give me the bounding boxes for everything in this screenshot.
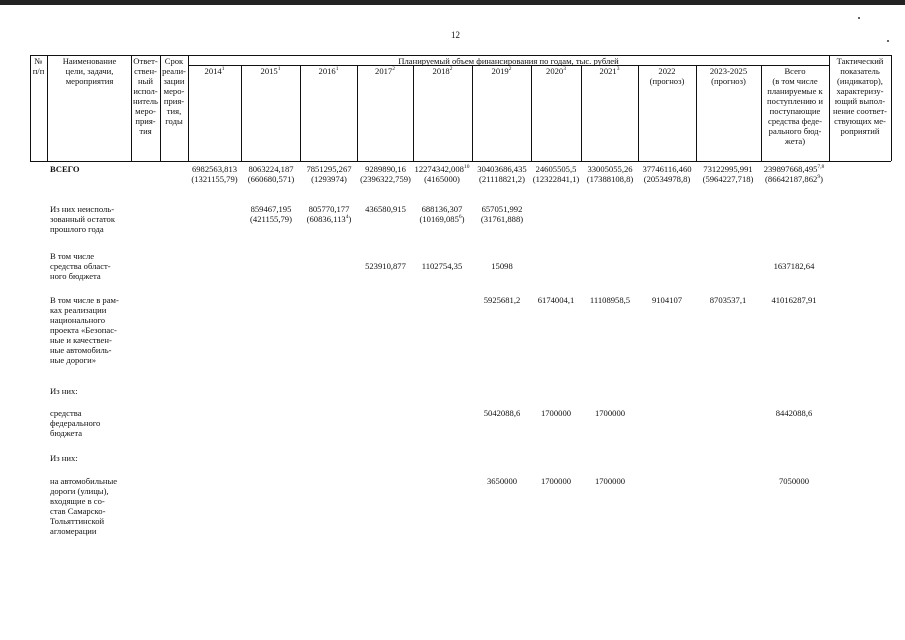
top-border xyxy=(0,0,905,5)
cell-unused-2015: 859467,195 (421155,79) xyxy=(250,204,292,224)
header-period: Срок реали- зации меро- прия- тия, годы xyxy=(162,56,186,126)
year-header-total: Всего (в том числе планируемые к поступлению и поступающие средства феде- рального бюд- жета) xyxy=(767,66,823,146)
cell-total-2021: 33005055,26 (17388108,8) xyxy=(586,164,634,184)
cell-regional-2019: 15098 xyxy=(491,261,513,271)
cell-unused-2019: 657051,992 (31761,888) xyxy=(480,204,524,224)
header-planned: Планируемый объем финансирования по годам, тыс. рублей xyxy=(398,56,619,66)
row-label-regional: В том числе средства област- ного бюджета xyxy=(50,251,111,281)
cell-total-2017: 9289890,16 (2396322,759) xyxy=(360,164,411,184)
cell-regional-2017: 523910,877 xyxy=(365,261,406,271)
header-responsible: Ответ- ствен- ный испол- нитель меро- прия- тия xyxy=(133,56,158,136)
cell-unused-2017: 436580,915 xyxy=(365,204,406,214)
cell-total-2015: 8063224,187 (660680,571) xyxy=(247,164,295,184)
year-header-2016: 2016$^1$ xyxy=(318,66,339,76)
cell-total-2014: 6982563,813 (1321155,79) xyxy=(191,164,238,184)
cell-federal-2019: 5042088,6 xyxy=(483,408,521,418)
header-indicator: Тактический показатель (индикатор), характеризу- ющий выпол- нение соответ- ствующих ме- роприятий xyxy=(832,56,888,136)
header-name: Наименование цели, задачи, мероприятия xyxy=(62,56,117,86)
row-label-unused: Из них неисполь- зованный остаток прошлого года xyxy=(50,204,116,234)
year-header-2023-2025: 2023-2025 (прогноз) xyxy=(709,66,748,86)
cell-regional-2018: 1102754,35 xyxy=(421,261,463,271)
cell-national-total: 41016287,91 xyxy=(771,295,817,305)
cell-total-2022: 37746116,460 (20534978,8) xyxy=(642,164,692,184)
cell-roads-2019: 3650000 xyxy=(486,476,518,486)
cell-national-2020: 6174004,1 xyxy=(537,295,575,305)
year-header-2019: 2019$^2$ xyxy=(491,66,512,76)
year-header-2020: 2020$^3$ xyxy=(546,66,566,76)
cell-national-2023-2025: 8703537,1 xyxy=(709,295,747,305)
year-header-2015: 2015$^1$ xyxy=(260,66,281,76)
year-header-2014: 2014$^1$ xyxy=(204,66,225,76)
cell-unused-2018: 688136,307 (10169,085$^6$) xyxy=(419,204,465,224)
year-header-2022: 2022 (прогноз) xyxy=(649,66,685,86)
page-number: 12 xyxy=(451,30,460,40)
cell-federal-2021: 1700000 xyxy=(594,408,626,418)
row-label-of-them: Из них: xyxy=(50,386,78,396)
cell-total-2019: 30403686,435 (21118821,2) xyxy=(477,164,527,184)
cell-federal-2020: 1700000 xyxy=(540,408,572,418)
cell-total-2020: 24605505,5 (12322841,1) xyxy=(532,164,580,184)
cell-roads-total: 7050000 xyxy=(778,476,810,486)
year-header-2018: 2018$^2$ xyxy=(432,66,453,76)
row-label-total: ВСЕГО xyxy=(50,164,80,174)
year-header-2021: 2021$^3$ xyxy=(599,66,620,76)
row-label-national-project: В том числе в рам- ках реализации национального проекта «Безопас- ные и качествен- ные автомобиль- ные дороги» xyxy=(50,295,119,365)
row-label-of-them: Из них: xyxy=(50,453,78,463)
cell-national-2022: 9104107 xyxy=(651,295,683,305)
header-num: № п/п xyxy=(32,56,45,76)
cell-national-2019: 5925681,2 xyxy=(483,295,521,305)
cell-roads-2020: 1700000 xyxy=(540,476,572,486)
cell-total-2023-2025: 73122995,991 (5964227,718) xyxy=(702,164,754,184)
cell-total-2018: 12274342,008$^{10}$ (4165000) xyxy=(414,164,470,184)
cell-total-all: 239897668,495$^{7,8}$ (86642187,862$^9$) xyxy=(763,164,825,184)
cell-roads-2021: 1700000 xyxy=(594,476,626,486)
cell-national-2021: 11108958,5 xyxy=(589,295,631,305)
cell-unused-2016: 805770,177 (60836,113$^4$) xyxy=(306,204,352,224)
speck xyxy=(887,40,889,42)
cell-federal-total: 8442088,6 xyxy=(775,408,813,418)
speck xyxy=(858,17,860,19)
year-header-2017: 2017$^2$ xyxy=(375,66,395,76)
row-label-federal: средства федерального бюджета xyxy=(50,408,101,438)
cell-regional-total: 1637182,64 xyxy=(773,261,815,271)
row-label-agglomeration-roads: на автомобильные дороги (улицы), входящие в со- став Самарско- Тольяттинской агломерации xyxy=(50,476,118,536)
cell-total-2016: 7851295,267 (1293974) xyxy=(306,164,352,184)
